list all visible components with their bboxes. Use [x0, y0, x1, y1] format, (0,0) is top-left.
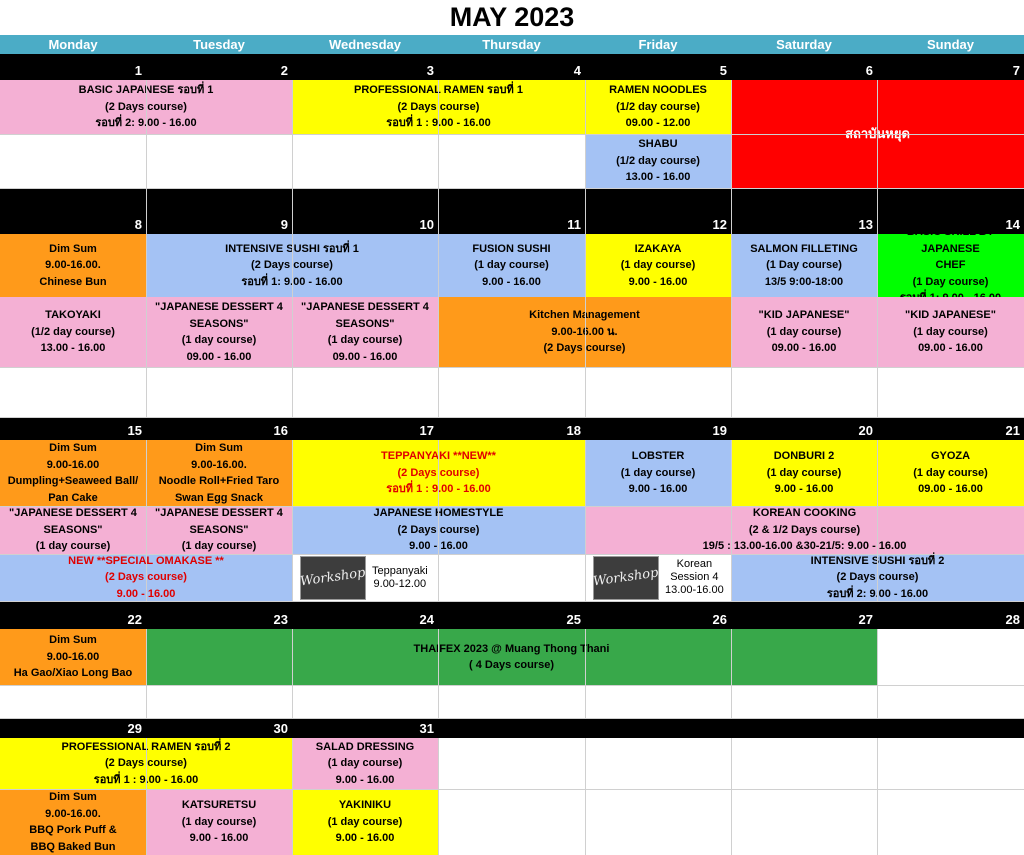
event-japanese-dessert-9[interactable]: "JAPANESE DESSERT 4 SEASONS" (1 day course) 09.00 - 16.00	[146, 297, 292, 367]
event-donburi-2[interactable]: DONBURI 2 (1 day course) 9.00 - 16.00	[731, 440, 877, 506]
day-number: 26	[712, 612, 727, 627]
day-number: 8	[134, 217, 142, 232]
day-number: 24	[419, 612, 434, 627]
day-number: 19	[712, 423, 727, 438]
event-fusion-sushi[interactable]: FUSION SUSHI (1 day course) 9.00 - 16.00	[438, 234, 585, 297]
event-kid-japanese-14[interactable]: "KID JAPANESE" (1 day course) 09.00 - 16.00	[877, 297, 1024, 367]
event-dim-sum-8[interactable]: Dim Sum 9.00-16.00. Chinese Bun	[0, 234, 146, 297]
day-number: 12	[712, 217, 727, 232]
event-intensive-sushi-1[interactable]: INTENSIVE SUSHI รอบที่ 1 (2 Days course) รอบที่ 1: 9.00 - 16.00	[146, 234, 438, 297]
event-japanese-dessert-16[interactable]: "JAPANESE DESSERT 4 SEASONS" (1 day course)	[146, 506, 292, 554]
event-teppanyaki[interactable]: TEPPANYAKI **NEW** (2 Days course) รอบที่ 1 : 9.00 - 16.00	[292, 440, 585, 506]
day-number: 23	[273, 612, 288, 627]
day-number: 18	[566, 423, 581, 438]
event-yakiniku[interactable]: YAKINIKU (1 day course) 9.00 - 16.00	[292, 789, 438, 855]
weekday-wednesday: Wednesday	[292, 35, 438, 54]
event-dim-sum-29[interactable]: Dim Sum 9.00-16.00. BBQ Pork Puff & BBQ Baked Bun	[0, 789, 146, 855]
event-basic-japanese[interactable]: BASIC JAPANESE รอบที่ 1 (2 Days course) รอบที่ 2: 9.00 - 16.00	[0, 80, 292, 134]
weekday-tuesday: Tuesday	[146, 35, 292, 54]
event-kid-japanese-13[interactable]: "KID JAPANESE" (1 day course) 09.00 - 16.00	[731, 297, 877, 367]
event-professional-ramen-2[interactable]: PROFESSIONAL RAMEN รอบที่ 2 (2 Days course) รอบที่ 1 : 9.00 - 16.00	[0, 738, 292, 789]
weekday-sunday: Sunday	[877, 35, 1024, 54]
weekday-thursday: Thursday	[438, 35, 585, 54]
day-number: 31	[419, 721, 434, 736]
event-thaifex[interactable]: THAIFEX 2023 @ Muang Thong Thani ( 4 Days course)	[146, 629, 877, 685]
event-basic-skill-japanese-chef[interactable]: BASIC SKILL BY JAPANESE CHEF (1 Day course)	[877, 234, 1024, 297]
event-japanese-homestyle[interactable]: JAPANESE HOMESTYLE (2 Days course) 9.00 - 16.00	[292, 506, 585, 554]
day-number: 3	[426, 63, 434, 78]
event-izakaya[interactable]: IZAKAYA (1 day course) 9.00 - 16.00	[585, 234, 731, 297]
event-ramen-noodles[interactable]: RAMEN NOODLES (1/2 day course) 09.00 - 12.00	[585, 80, 731, 134]
day-number: 21	[1005, 423, 1020, 438]
day-number: 10	[419, 217, 434, 232]
event-dim-sum-16[interactable]: Dim Sum 9.00-16.00. Noodle Roll+Fried Taro Swan Egg Snack	[146, 440, 292, 506]
event-lobster[interactable]: LOBSTER (1 day course) 9.00 - 16.00	[585, 440, 731, 506]
event-katsuretsu[interactable]: KATSURETSU (1 day course) 9.00 - 16.00	[146, 789, 292, 855]
day-number: 15	[127, 423, 142, 438]
day-number: 14	[1005, 217, 1020, 232]
day-number: 13	[858, 217, 873, 232]
day-number: 5	[719, 63, 727, 78]
day-number: 1	[134, 63, 142, 78]
event-japanese-dessert-15[interactable]: "JAPANESE DESSERT 4 SEASONS" (1 day course)	[0, 506, 146, 554]
day-number: 20	[858, 423, 873, 438]
event-gyoza[interactable]: GYOZA (1 day course) 09.00 - 16.00	[877, 440, 1024, 506]
workshop-chalkboard-image: Workshop	[593, 556, 659, 600]
event-kitchen-management[interactable]: Kitchen Management 9.00-16.00 น. (2 Days course)	[438, 297, 731, 367]
day-number: 7	[1012, 63, 1020, 78]
weekday-saturday: Saturday	[731, 35, 877, 54]
event-dim-sum-22[interactable]: Dim Sum 9.00-16.00 Ha Gao/Xiao Long Bao	[0, 629, 146, 685]
day-number: 9	[280, 217, 288, 232]
event-special-omakase[interactable]: NEW **SPECIAL OMAKASE ** (2 Days course) 9.00 - 16.00	[0, 554, 292, 601]
event-dim-sum-15[interactable]: Dim Sum 9.00-16.00 Dumpling+Seaweed Ball/ Pan Cake	[0, 440, 146, 506]
day-number: 29	[127, 721, 142, 736]
day-number: 16	[273, 423, 288, 438]
event-salmon-filleting[interactable]: SALMON FILLETING (1 Day course) 13/5 9:00-18:00	[731, 234, 877, 297]
event-takoyaki[interactable]: TAKOYAKI (1/2 day course) 13.00 - 16.00	[0, 297, 146, 367]
event-professional-ramen-1[interactable]: PROFESSIONAL RAMEN รอบที่ 1 (2 Days course) รอบที่ 1 : 9.00 - 16.00	[292, 80, 585, 134]
day-number: 6	[865, 63, 873, 78]
day-number: 30	[273, 721, 288, 736]
workshop-teppanyaki[interactable]	[292, 554, 438, 601]
event-korean-cooking[interactable]: KOREAN COOKING (2 & 1/2 Days course) 19/5 : 13.00-16.00 &30-21/5: 9.00 - 16.00	[585, 506, 1024, 554]
day-number: 22	[127, 612, 142, 627]
day-number: 17	[419, 423, 434, 438]
workshop-chalkboard-image: Workshop	[300, 556, 366, 600]
weekday-monday: Monday	[0, 35, 146, 54]
day-number: 11	[567, 217, 581, 232]
weekday-friday: Friday	[585, 35, 731, 54]
day-number: 27	[858, 612, 873, 627]
event-salad-dressing[interactable]: SALAD DRESSING (1 day course) 9.00 - 16.00	[292, 738, 438, 789]
workshop-teppanyaki-text: Teppanyaki 9.00-12.00	[372, 564, 428, 590]
day-number: 2	[280, 63, 288, 78]
day-number: 25	[566, 612, 581, 627]
event-shabu[interactable]: SHABU (1/2 day course) 13.00 - 16.00	[585, 134, 731, 188]
event-institute-holiday[interactable]: สถาบันหยุด	[731, 80, 1024, 188]
workshop-korean-text: Korean Session 4 13.00-16.00	[665, 558, 724, 596]
event-japanese-dessert-10[interactable]: "JAPANESE DESSERT 4 SEASONS" (1 day course) 09.00 - 16.00	[292, 297, 438, 367]
day-number: 4	[573, 63, 581, 78]
day-number: 28	[1005, 612, 1020, 627]
event-intensive-sushi-2[interactable]: INTENSIVE SUSHI รอบที่ 2 (2 Days course) รอบที่ 2: 9.00 - 16.00	[731, 554, 1024, 601]
workshop-korean[interactable]	[585, 554, 731, 601]
calendar-title: MAY 2023	[449, 2, 575, 32]
